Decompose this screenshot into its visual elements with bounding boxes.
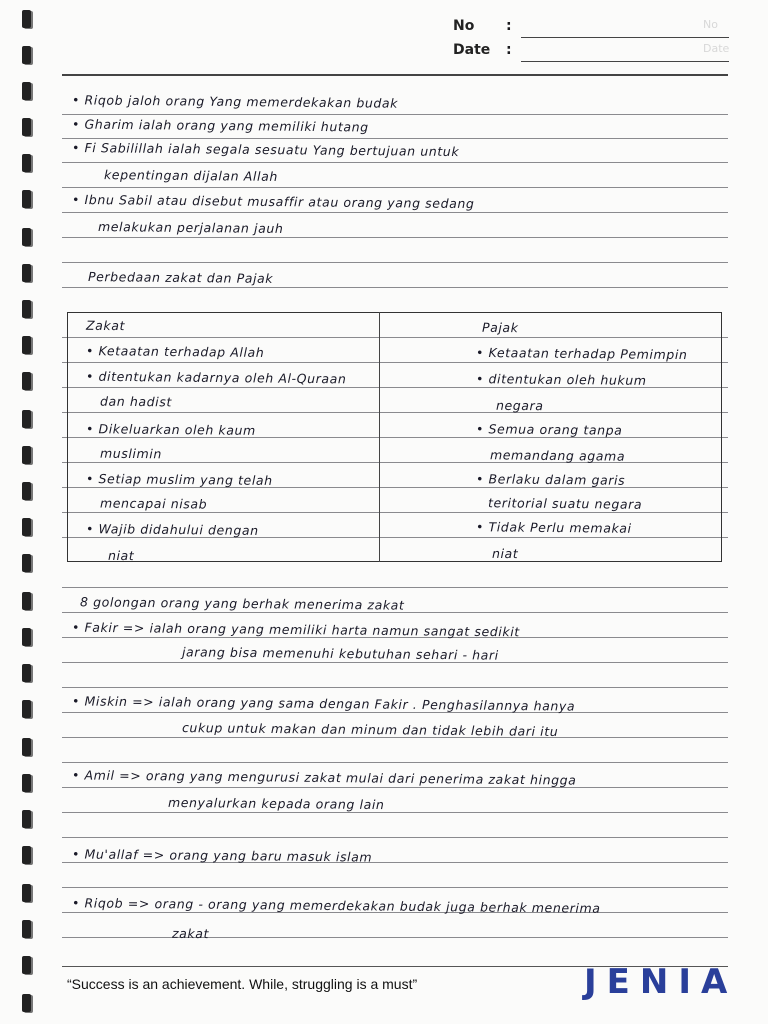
table-left-cell: dan hadist bbox=[99, 393, 172, 410]
ruled-line bbox=[62, 762, 728, 763]
date-colon: : bbox=[506, 42, 512, 58]
ruled-line bbox=[62, 662, 728, 663]
ruled-line bbox=[62, 287, 728, 288]
ruled-line bbox=[62, 787, 728, 788]
table-right-cell: • Ketaatan terhadap Pemimpin bbox=[475, 344, 688, 363]
spiral-binding bbox=[22, 0, 34, 1024]
golongan-line: • Mu'allaf => orang yang baru masuk islam bbox=[71, 846, 373, 865]
table-column-divider bbox=[379, 312, 380, 562]
table-right-cell: • Tidak Perlu memakai bbox=[475, 519, 632, 536]
top-rule bbox=[62, 74, 728, 76]
ruled-line bbox=[62, 212, 728, 213]
table-right-header: Pajak bbox=[481, 319, 519, 336]
no-colon: : bbox=[506, 18, 512, 34]
ruled-line bbox=[62, 837, 728, 838]
table-left-cell: niat bbox=[107, 547, 135, 564]
table-right-cell: negara bbox=[495, 397, 544, 414]
ruled-line bbox=[62, 712, 728, 713]
definition-line: • Ibnu Sabil atau disebut musaffir atau orang yang sedang bbox=[71, 191, 475, 212]
table-left-cell: • Wajib didahului dengan bbox=[85, 521, 259, 538]
table-right-cell: memandang agama bbox=[489, 447, 626, 464]
table-right-cell: niat bbox=[491, 545, 519, 562]
ruled-line bbox=[62, 687, 728, 688]
ghost-date-label: Date bbox=[703, 42, 730, 55]
table-right-cell: teritorial suatu negara bbox=[487, 495, 643, 512]
golongan-line: • Amil => orang yang mengurusi zakat mulai dari penerima zakat hingga bbox=[71, 767, 577, 788]
ruled-line bbox=[62, 262, 728, 263]
definition-line: • Fi Sabilillah ialah segala sesuatu Yang bertujuan untuk bbox=[71, 139, 460, 160]
definition-line: • Gharim ialah orang yang memiliki hutang bbox=[71, 116, 369, 135]
ruled-line bbox=[62, 162, 728, 163]
ruled-line bbox=[62, 114, 728, 115]
definition-line: melakukan perjalanan jauh bbox=[97, 219, 284, 236]
ruled-line bbox=[62, 887, 728, 888]
ruled-line bbox=[62, 812, 728, 813]
ruled-line bbox=[62, 937, 728, 938]
table-left-header: Zakat bbox=[85, 317, 126, 334]
ruled-line bbox=[62, 187, 728, 188]
golongan-line: • Miskin => ialah orang yang sama dengan Fakir . Penghasilannya hanya bbox=[71, 693, 576, 714]
golongan-line: cukup untuk makan dan minum dan tidak lebih dari itu bbox=[181, 720, 559, 739]
golongan-line: • Fakir => ialah orang yang memiliki harta namun sangat sedikit bbox=[71, 619, 520, 640]
ghost-no-label: No bbox=[703, 18, 718, 31]
definition-line: kepentingan dijalan Allah bbox=[103, 167, 278, 184]
table-left-cell: • Dikeluarkan oleh kaum bbox=[85, 421, 256, 438]
table-right-cell: • Berlaku dalam garis bbox=[475, 471, 626, 488]
golongan-line: jarang bisa memenuhi kebutuhan sehari - hari bbox=[181, 644, 499, 663]
table-left-cell: mencapai nisab bbox=[99, 495, 208, 512]
page-header bbox=[453, 16, 729, 64]
no-field-line bbox=[521, 37, 729, 38]
golongan-line: zakat bbox=[171, 925, 210, 942]
table-left-cell: muslimin bbox=[99, 445, 163, 462]
table-left-cell: • ditentukan kadarnya oleh Al-Quraan bbox=[85, 368, 347, 387]
date-field-line bbox=[521, 61, 729, 62]
brand-logo: JENIA bbox=[584, 962, 738, 1002]
definition-line: • Riqob jaloh orang Yang memerdekakan budak bbox=[71, 92, 399, 111]
table-right-cell: • ditentukan oleh hukum bbox=[475, 371, 647, 388]
date-label: Date bbox=[453, 42, 491, 58]
table-left-cell: • Ketaatan terhadap Allah bbox=[85, 343, 265, 360]
table-heading: Perbedaan zakat dan Pajak bbox=[87, 269, 274, 286]
ruled-line bbox=[62, 138, 728, 139]
golongan-heading: 8 golongan orang yang berhak menerima zakat bbox=[79, 594, 405, 613]
golongan-line: • Riqob => orang - orang yang memerdekakan budak juga berhak menerima bbox=[71, 895, 601, 916]
ruled-line bbox=[62, 587, 728, 588]
golongan-line: menyalurkan kepada orang lain bbox=[167, 794, 385, 813]
footer-quote: “Success is an achievement. While, struggling is a must” bbox=[67, 976, 418, 992]
table-left-cell: • Setiap muslim yang telah bbox=[85, 471, 273, 488]
ruled-line bbox=[62, 237, 728, 238]
table-right-cell: • Semua orang tanpa bbox=[475, 421, 623, 438]
no-label: No bbox=[453, 18, 475, 34]
